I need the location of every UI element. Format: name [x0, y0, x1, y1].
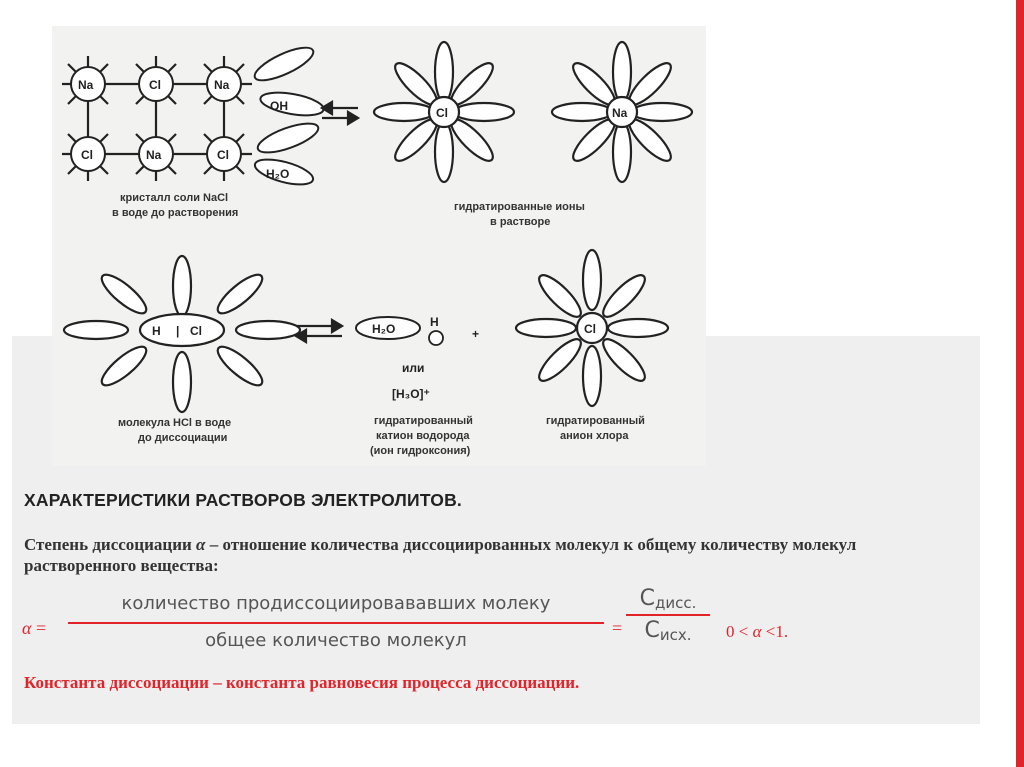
caption-hcl-line2: до диссоциации [138, 432, 228, 444]
alpha-symbol: α [196, 535, 206, 554]
na-ion-label: Na [78, 78, 94, 92]
slide-edge-decoration [984, 0, 1024, 767]
fraction-denominator: общее количество молекул [205, 630, 467, 651]
dissociation-diagram [52, 26, 706, 466]
cl-atom-label: Cl [190, 324, 202, 338]
quantity-fraction [68, 588, 604, 656]
cl-ion-label: Cl [436, 106, 448, 120]
range-right: <1. [765, 622, 789, 641]
hcl-separator: | [176, 324, 180, 338]
hcl-molecule [64, 256, 300, 412]
dissociation-formula [22, 588, 842, 668]
caption-anion-line2: анион хлора [560, 430, 629, 442]
concentration-fraction [626, 586, 710, 644]
fraction-bar [68, 622, 604, 624]
h-plus-label: H [430, 315, 439, 329]
h2o-small-label: H₂O [372, 322, 396, 336]
c-initial [626, 618, 710, 644]
caption-hcl-line1: молекула HCl в воде [118, 417, 232, 429]
plus-sign: + [472, 327, 480, 341]
cl-ion-label: Cl [584, 322, 596, 336]
cl-ion-label: Cl [217, 148, 229, 162]
range-left: 0 < [726, 622, 749, 641]
definition-rest: – отношение количества диссоциированных молекул к общему количеству молекул растворенного вещества: [24, 535, 857, 575]
na-ion-label: Na [146, 148, 162, 162]
caption-anion-line1: гидратированный [546, 415, 645, 427]
cl-ion-label: Cl [81, 148, 93, 162]
c-letter: C [639, 586, 655, 611]
caption-cation-line1: гидратированный [374, 415, 473, 427]
c-diss-subscript: дисс. [654, 594, 697, 612]
red-edge-stripe [1016, 0, 1024, 767]
formula-equals-2: = [612, 618, 623, 638]
c-diss [626, 586, 710, 612]
caption-hydrated-line1: гидратированные ионы [454, 201, 585, 213]
formula-alpha: α [22, 618, 32, 638]
fraction-bar-2 [626, 614, 710, 616]
range-alpha: α [752, 622, 762, 641]
equilibrium-arrow [322, 102, 358, 124]
h3o-label: [H₃O]⁺ [392, 387, 430, 401]
caption-cation-line3: (ион гидроксония) [370, 445, 471, 457]
h-atom-label: H [152, 324, 161, 338]
formula-lhs [22, 618, 46, 639]
na-ion-label: Na [612, 106, 628, 120]
cl-ion-label: Cl [149, 78, 161, 92]
dissociation-figure [52, 26, 706, 466]
dissociation-constant-text: Константа диссоциации – константа равновесия процесса диссоциации. [24, 673, 580, 692]
definition-prefix: Степень диссоциации [24, 535, 197, 554]
caption-hydrated-line2: в растворе [490, 216, 551, 228]
c-letter: C [644, 618, 660, 643]
fraction-numerator: количество продиссоциировававших молеку [121, 593, 551, 614]
h2o-label: H₂O [266, 167, 290, 181]
oh-label: OH [270, 99, 288, 113]
formula-equals: = [35, 618, 47, 638]
c-initial-subscript: исх. [659, 626, 692, 644]
alpha-range [726, 622, 788, 642]
caption-cation-line2: катион водорода [376, 430, 470, 442]
caption-crystal-line1: кристалл соли NaCl [120, 192, 229, 204]
na-ion-label: Na [214, 78, 230, 92]
plus-charge-icon [429, 331, 443, 345]
caption-crystal-line2: в воде до растворения [112, 207, 239, 219]
definition-text [24, 534, 954, 576]
or-label: или [402, 361, 425, 375]
equilibrium-arrow-2 [296, 320, 342, 342]
section-heading: ХАРАКТЕРИСТИКИ РАСТВОРОВ ЭЛЕКТРОЛИТОВ. [24, 490, 462, 510]
